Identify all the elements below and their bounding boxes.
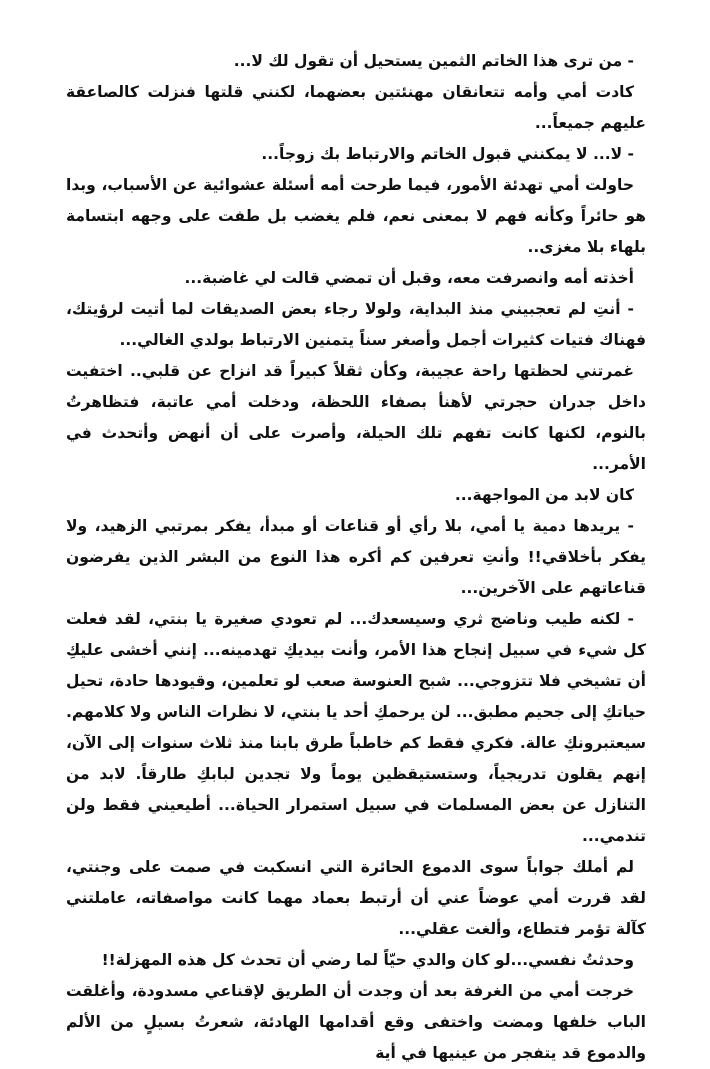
paragraph: - لا... لا يمكنني قبول الخاتم والارتباط بك زوجاً... [261, 145, 634, 163]
paragraph: خرجت أمي من الغرفة بعد أن وجدت أن الطريق لإقناعي مسدودة، وأغلقت الباب خلفها ومضت واختفى وقع أقدامها الهادئة، شعرتُ بسيلٍ من الألم والدموع قد يتفجر من عينيها في أية [66, 982, 646, 1062]
document-page [66, 46, 646, 1069]
paragraph: حاولت أمي تهدئة الأمور، فيما طرحت أمه أسئلة عشوائية عن الأسباب، وبدا هو حائراً وكأنه فهم لا بمعنى نعم، فلم يغضب بل طفت على وجهه ابتسامة بلهاء بلا مغزى.. [66, 176, 646, 256]
paragraph: - أنتِ لم تعجبيني منذ البداية، ولولا رجاء بعض الصديقات لما أتيت لرؤيتك، فهناك فتيات كثيرات أجمل وأصغر سناً يتمنين الارتباط بولدي الغالي... [66, 300, 646, 349]
paragraph: وحدثتُ نفسي...لو كان والدي حيّاً لما رضي أن تحدث كل هذه المهزلة!! [101, 951, 634, 969]
paragraph: كادت أمي وأمه تتعانقان مهنئتين بعضهما، لكنني قلتها فنزلت كالصاعقة عليهم جميعاً... [66, 83, 646, 132]
paragraph: كان لابد من المواجهة... [454, 486, 634, 504]
paragraph: - من ترى هذا الخاتم الثمين يستحيل أن تقول لك لا... [233, 52, 634, 70]
paragraph: - يريدها دمية يا أمي، بلا رأي أو قناعات أو مبدأ، يفكر بمرتبي الزهيد، ولا يفكر بأخلاقي!! وأنتِ تعرفين كم أكره هذا النوع من البشر الذين يفرضون قناعاتهم على الآخرين... [66, 517, 646, 597]
paragraph: أخذته أمه وانصرفت معه، وقبل أن تمضي قالت لي غاضبة... [184, 269, 634, 287]
paragraph: لم أملك جواباً سوى الدموع الحائرة التي انسكبت في صمت على وجنتي، لقد قررت أمي عوضاً عني أن أرتبط بعماد مهما كانت مواصفاته، عاملتني كآلة تؤمر فتطاع، وألغت عقلي... [66, 858, 646, 938]
paragraph: - لكنه طيب وناضج ثري وسيسعدك... لم تعودي صغيرة يا بنتي، لقد فعلت كل شيء في سبيل إنجاح هذا الأمر، وأنت بيديكِ تهدمينه... إنني أخشى عليكِ أن تشيخي فلا تتزوجي... شبح العنوسة صعب لو تعلمين، وقيودها حادة، تحيل حياتكِ إلى جحيم مطبق... لن يرحمكِ أحد يا بنتي، لا نظرات الناس ولا كلامهم. سيعتبرونكِ عالة. فكري فقط كم خاطباً طرق بابنا منذ ثلاث سنوات إلى الآن، إنهم يقلون تدريجياً، وستستيقظين يوماً ولا تجدين لبابكِ طارقاً. لابد من التنازل عن بعض المسلمات في سبيل استمرار الحياة... أطيعيني فقط ولن تندمي... [66, 610, 646, 845]
paragraph: غمرتني لحظتها راحة عجيبة، وكأن ثقلاً كبيراً قد انزاح عن قلبي.. اختفيت داخل جدران حجرتي لأهنأ بصفاء اللحظة، ودخلت أمي عاتبة، فتظاهرتُ بالنوم، لكنها كانت تفهم تلك الحيلة، وأصرت على أن أنهض وأتحدث في الأمر... [66, 362, 646, 473]
